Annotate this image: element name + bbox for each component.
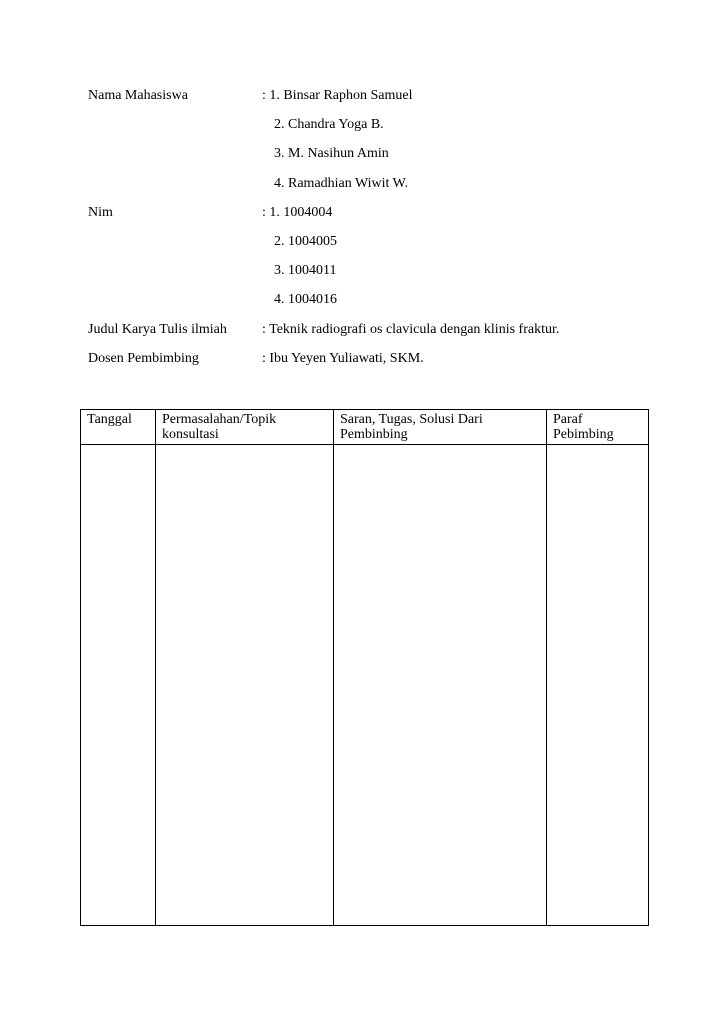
table-header-row <box>81 410 649 445</box>
nim-value-4: 4. 1004016 <box>274 292 337 308</box>
judul-value: : Teknik radiografi os clavicula dengan klinis fraktur. <box>262 321 560 337</box>
column-header-permasalahan <box>156 410 334 445</box>
mahasiswa-label: Nama Mahasiswa <box>88 88 188 103</box>
nim-label: Nim <box>88 204 113 220</box>
tanggal-cell[interactable] <box>81 445 156 926</box>
column-header-line: konsultasi <box>162 427 219 442</box>
column-header-saran <box>334 410 547 445</box>
judul-label: Judul Karya Tulis ilmiah <box>88 321 227 337</box>
mahasiswa-value-2: 2. Chandra Yoga B. <box>274 117 384 133</box>
saran-cell[interactable] <box>334 445 547 926</box>
mahasiswa-value-1: : 1. Binsar Raphon Samuel <box>262 88 413 103</box>
nim-value-1: : 1. 1004004 <box>262 204 333 220</box>
nim-value-2: 2. 1004005 <box>274 233 337 249</box>
column-header-paraf <box>547 410 649 445</box>
nim-value-3: 3. 1004011 <box>274 263 337 279</box>
column-header-tanggal <box>81 410 156 445</box>
paraf-cell[interactable] <box>547 445 649 926</box>
column-header-line: Pembinbing <box>340 427 408 442</box>
column-header-line: Pebimbing <box>553 427 614 442</box>
column-header-line: Permasalahan/Topik <box>162 412 277 427</box>
mahasiswa-value-3: 3. M. Nasihun Amin <box>274 146 389 162</box>
permasalahan-cell[interactable] <box>156 445 334 926</box>
mahasiswa-value-4: 4. Ramadhian Wiwit W. <box>274 175 409 191</box>
column-header-line: Paraf <box>553 412 583 427</box>
table-row <box>81 445 649 926</box>
column-header-line: Tanggal <box>87 412 132 427</box>
column-header-line: Saran, Tugas, Solusi Dari <box>340 412 483 427</box>
consultation-table <box>80 409 649 926</box>
dosen-label: Dosen Pembimbing <box>88 350 199 366</box>
dosen-value: : Ibu Yeyen Yuliawati, SKM. <box>262 350 424 366</box>
